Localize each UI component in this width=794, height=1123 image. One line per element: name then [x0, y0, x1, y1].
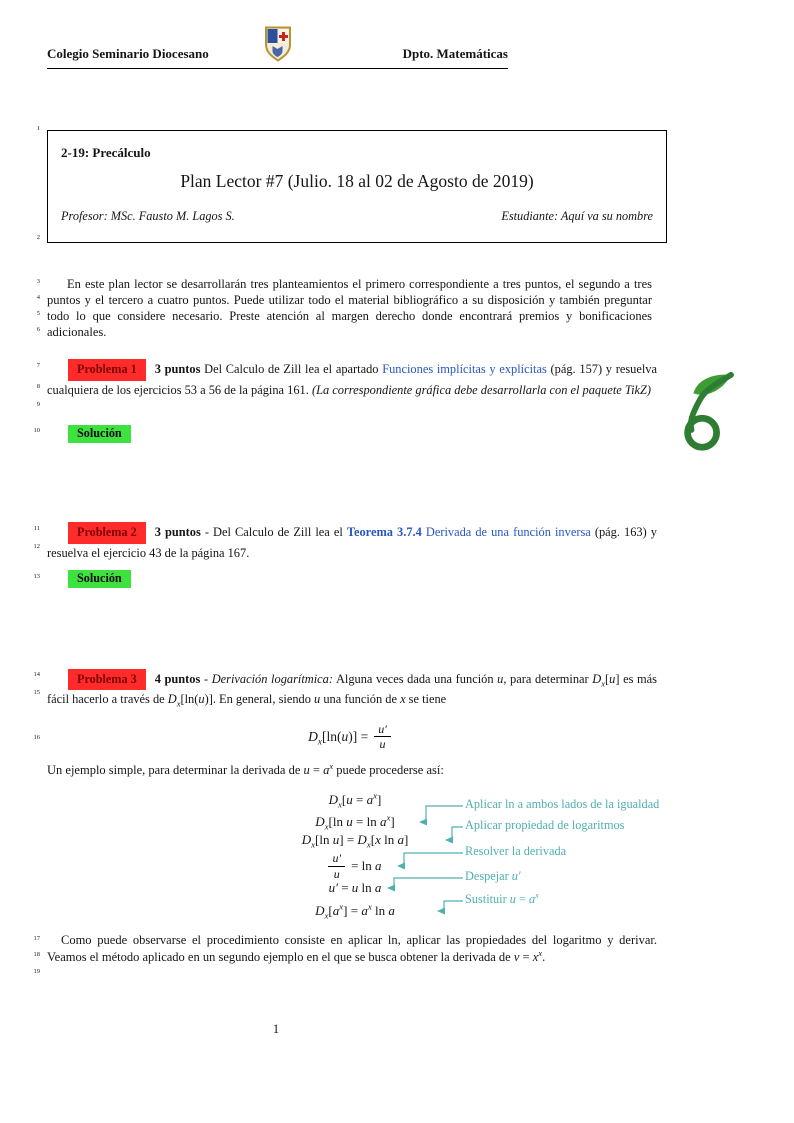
problem-2-text2: (pág. 163) y resuelva el ejercicio 43 de la página 167. [47, 525, 657, 560]
title-box [47, 130, 667, 243]
problem-1-badge: Problema 1 [68, 359, 146, 381]
problem-3-text4: es más fácil hacerlo a través de [47, 672, 657, 706]
problem-1-text: Del Calculo de Zill lea el apartado [200, 362, 383, 376]
math-v-xx: $v = x^x$ [513, 947, 543, 964]
solution-2 [68, 569, 131, 588]
page-header [47, 46, 508, 69]
annotation-step-1: Aplicar ln a ambos lados de la igualdad [465, 797, 660, 811]
problem-3 [47, 669, 657, 708]
problem-3-topic: Derivación logarítmica: [211, 672, 334, 686]
margin-line-number-8: 8 [36, 383, 40, 390]
problem-1-text2: (pág. 157) y resuelva cualquiera de los ejercicios 53 a 56 de la página 161. [47, 362, 657, 397]
problem-3-text3: , para determinar [503, 672, 593, 686]
margin-line-number-11: 11 [33, 525, 40, 532]
math-dxu: $D_x[u]$ [592, 672, 620, 689]
main-equation [47, 722, 652, 752]
math-u: u [497, 672, 504, 686]
derivation-eq-6: $D_x[a^x] = a^x$ ln a [315, 901, 395, 921]
solution-2-badge: Solución [68, 570, 131, 588]
problem-3-text6: una función de [320, 692, 401, 706]
margin-line-number-17: 17 [33, 935, 40, 942]
main-equation-lhs: $D_x[\ln(u)]$ = [308, 728, 369, 747]
example-sentence: Un ejemplo simple, para determinar la derivada de $u = a^x$ puede procederse así: [47, 760, 444, 777]
annotation-step-3: Resolver la derivada [465, 844, 567, 858]
derivation-eq-1: $D_x[u = a^x]$ [328, 790, 382, 810]
problem-3-points: 4 puntos [154, 672, 201, 686]
margin-line-number-5: 5 [36, 310, 40, 317]
margin-line-number-10: 10 [33, 427, 40, 434]
problem-2-section-link[interactable]: Derivada de una función inversa [421, 525, 591, 539]
margin-line-number-15: 15 [33, 689, 40, 696]
margin-line-number-14: 14 [33, 671, 40, 678]
problem-2-badge: Problema 2 [68, 522, 146, 544]
problem-1-note: (La correspondiente gráfica debe desarrollarla con el paquete TikZ) [311, 382, 652, 397]
margin-line-number-12: 12 [33, 543, 40, 550]
course-label: 2-19: Precálculo [61, 145, 151, 160]
margin-line-number-1: 1 [36, 125, 40, 132]
margin-line-number-3: 3 [36, 278, 40, 285]
derivation-eq-3: $D_x[\ln$ $u] = D_x[x$ ln a] [301, 832, 409, 850]
derivation-block [47, 790, 762, 940]
problem-2 [47, 522, 657, 562]
margin-line-number-18: 18 [33, 951, 40, 958]
document-title: Plan Lector #7 (Julio. 18 al 02 de Agosto de 2019) [180, 171, 534, 191]
margin-line-number-4: 4 [36, 294, 40, 301]
problem-2-text: - Del Calculo de Zill lea el [200, 525, 347, 539]
problem-3-badge: Problema 3 [68, 669, 146, 690]
problem-1-section-link[interactable]: Funciones implícitas y explícitas [382, 362, 547, 376]
professor-name: Profesor: MSc. Fausto M. Lagos S. [61, 209, 235, 223]
department-name: Dpto. Matemáticas [402, 46, 508, 61]
intro-paragraph: En este plan lector se desarrollarán tres planteamientos el primero correspondiente a tres puntos, el segundo a tres puntos y el tercero a cuatro puntos. Puede utilizar todo el material bibliográfico a su disposición y también preguntar todo lo que considere necesario. Preste atención al margen derecho donde encontrará premios y bonificaciones adicionales. [47, 277, 652, 339]
problem-2-points: 3 puntos [154, 525, 201, 539]
closing-paragraph: Como puede observarse el procedimiento consiste en aplicar ln, aplicar las propiedades del logaritmo y derivar. Veamos el método aplicado en un segundo ejemplo en el que se busca obtener la derivada de $v = x^x$. [47, 933, 657, 964]
derivation-eq-2: $D_x[\ln$ $u = \ln a^x$] [315, 812, 395, 832]
problem-2-theorem-link[interactable]: Teorema 3.7.4 [346, 525, 422, 539]
annotation-step-4: Despejar u′ [465, 869, 521, 883]
page-number: 1 [272, 1022, 280, 1036]
margin-line-number-16: 16 [33, 734, 40, 741]
problem-3-text2: Alguna veces dada una función [333, 672, 498, 686]
problem-3-text: - [200, 672, 212, 686]
solution-1-badge: Solución [68, 425, 131, 443]
problem-3-text5: . En general, siendo [212, 692, 315, 706]
margin-line-number-7: 7 [36, 362, 40, 369]
derivation-eq-5: u′ = u ln a [328, 880, 382, 895]
margin-line-number-2: 2 [36, 234, 40, 241]
school-name: Colegio Seminario Diocesano [47, 46, 209, 61]
derivation-eq-4-fraction: $\frac{u'}{u}$ [328, 851, 345, 881]
margin-line-number-6: 6 [36, 326, 40, 333]
margin-line-number-13: 13 [33, 573, 40, 580]
derivation-eq-4: $\frac{u'}{u}$ = ln a [155, 852, 555, 880]
margin-line-number-9: 9 [36, 401, 40, 408]
math-dxlnu: $D_x[\ln(u)]$ [167, 692, 213, 709]
solution-1 [68, 424, 131, 443]
leaf-bonus-icon [676, 372, 734, 459]
annotation-step-5: Sustituir $u = a^x$ [465, 890, 539, 906]
school-crest-icon [264, 26, 291, 66]
margin-line-number-19: 19 [33, 968, 40, 975]
math-u-ax: $u = a^x$ [303, 760, 334, 777]
problem-3-text7: se tiene [405, 692, 447, 706]
math-x: x [400, 692, 406, 706]
problem-1-points: 3 puntos [154, 362, 201, 376]
annotation-step-2: Aplicar propiedad de logaritmos [465, 818, 625, 832]
main-equation-fraction: $\frac{u'}{u}$ [374, 722, 391, 752]
math-u2: u [314, 692, 321, 706]
problem-1 [47, 359, 657, 399]
student-name: Estudiante: Aquí va su nombre [501, 209, 653, 223]
